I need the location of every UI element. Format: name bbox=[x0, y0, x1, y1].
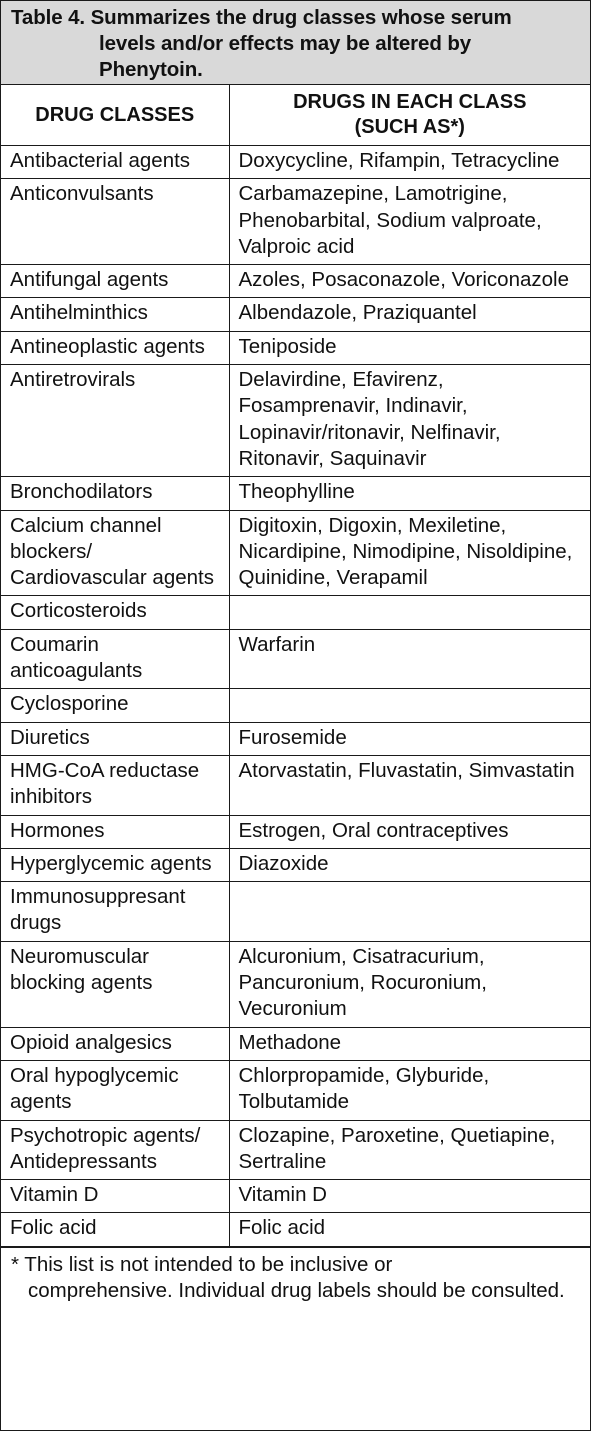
caption-line-1: Table 4. Summarizes the drug classes whose serum bbox=[11, 6, 512, 29]
table-row bbox=[1, 848, 590, 881]
drug-class-cell: Coumarin anticoagulants bbox=[1, 629, 229, 689]
table-row bbox=[1, 689, 590, 722]
drug-class-cell: Antifungal agents bbox=[1, 265, 229, 298]
drugs-cell: Albendazole, Praziquantel bbox=[229, 298, 590, 331]
header-drugs-line-1: DRUGS IN EACH CLASS bbox=[293, 91, 527, 113]
table-row bbox=[1, 1213, 590, 1246]
drugs-cell: Chlorpropamide, Glyburide, Tolbutamide bbox=[229, 1060, 590, 1120]
table-row bbox=[1, 298, 590, 331]
drugs-cell: Estrogen, Oral contraceptives bbox=[229, 815, 590, 848]
table-row bbox=[1, 510, 590, 596]
drug-class-cell: Hyperglycemic agents bbox=[1, 848, 229, 881]
table-row bbox=[1, 1060, 590, 1120]
drugs-cell: Azoles, Posaconazole, Voriconazole bbox=[229, 265, 590, 298]
drugs-cell: Methadone bbox=[229, 1027, 590, 1060]
drugs-cell: Vitamin D bbox=[229, 1180, 590, 1213]
drugs-cell: Folic acid bbox=[229, 1213, 590, 1246]
drug-class-cell: Corticosteroids bbox=[1, 596, 229, 629]
table-row bbox=[1, 629, 590, 689]
header-row bbox=[1, 85, 590, 146]
drugs-cell: Doxycycline, Rifampin, Tetracycline bbox=[229, 146, 590, 179]
table-footnote bbox=[1, 1247, 590, 1305]
footnote-line-1: * This list is not intended to be inclusive or bbox=[11, 1252, 393, 1276]
drugs-cell bbox=[229, 882, 590, 942]
drug-class-cell: Cyclosporine bbox=[1, 689, 229, 722]
drug-class-cell: Antihelminthics bbox=[1, 298, 229, 331]
table-row bbox=[1, 179, 590, 265]
drug-class-cell: Hormones bbox=[1, 815, 229, 848]
drugs-cell: Digitoxin, Digoxin, Mexiletine, Nicardipine, Nimodipine, Nisoldipine, Quinidine, Verapamil bbox=[229, 510, 590, 596]
table-row bbox=[1, 331, 590, 364]
drug-class-cell: Diuretics bbox=[1, 722, 229, 755]
table-body bbox=[1, 146, 590, 1247]
table-caption bbox=[1, 1, 590, 85]
table-row bbox=[1, 1180, 590, 1213]
table-row bbox=[1, 882, 590, 942]
table-row bbox=[1, 596, 590, 629]
drug-class-cell: Immunosuppresant drugs bbox=[1, 882, 229, 942]
drugs-cell: Delavirdine, Efavirenz, Fosamprenavir, Indinavir, Lopinavir/ritonavir, Nelfinavir, Ritonavir, Saquinavir bbox=[229, 365, 590, 477]
drug-class-cell: Bronchodilators bbox=[1, 477, 229, 510]
table-row bbox=[1, 146, 590, 179]
drug-class-cell: Antineoplastic agents bbox=[1, 331, 229, 364]
drug-class-cell: HMG-CoA reductase inhibitors bbox=[1, 755, 229, 815]
table-row bbox=[1, 1027, 590, 1060]
drugs-cell: Atorvastatin, Fluvastatin, Simvastatin bbox=[229, 755, 590, 815]
table-row bbox=[1, 941, 590, 1027]
drugs-cell: Clozapine, Paroxetine, Quetiapine, Sertraline bbox=[229, 1120, 590, 1180]
drugs-cell bbox=[229, 596, 590, 629]
drugs-cell: Carbamazepine, Lamotrigine, Phenobarbital, Sodium valproate, Valproic acid bbox=[229, 179, 590, 265]
drug-class-cell: Neuromuscular blocking agents bbox=[1, 941, 229, 1027]
drug-class-cell: Psychotropic agents/ Antidepressants bbox=[1, 1120, 229, 1180]
footnote-line-2: comprehensive. Individual drug labels should be consulted. bbox=[28, 1278, 565, 1302]
header-drug-classes: DRUG CLASSES bbox=[1, 85, 229, 146]
drugs-cell: Furosemide bbox=[229, 722, 590, 755]
header-drugs-in-class bbox=[229, 85, 590, 146]
table-row bbox=[1, 265, 590, 298]
drugs-cell: Alcuronium, Cisatracurium, Pancuronium, Rocuronium, Vecuronium bbox=[229, 941, 590, 1027]
drug-class-cell: Antibacterial agents bbox=[1, 146, 229, 179]
table-row bbox=[1, 815, 590, 848]
drugs-cell bbox=[229, 689, 590, 722]
table-row bbox=[1, 477, 590, 510]
table-row bbox=[1, 1120, 590, 1180]
table-row bbox=[1, 755, 590, 815]
caption-line-2: levels and/or effects may be altered by bbox=[99, 32, 472, 55]
drug-class-cell: Anticonvulsants bbox=[1, 179, 229, 265]
drug-class-cell: Calcium channel blockers/ Cardiovascular agents bbox=[1, 510, 229, 596]
drug-class-cell: Oral hypoglycemic agents bbox=[1, 1060, 229, 1120]
drugs-cell: Theophylline bbox=[229, 477, 590, 510]
drugs-cell: Warfarin bbox=[229, 629, 590, 689]
header-drugs-line-2: (SUCH AS*) bbox=[354, 116, 465, 138]
table-row bbox=[1, 722, 590, 755]
drug-class-cell: Opioid analgesics bbox=[1, 1027, 229, 1060]
caption-line-3: Phenytoin. bbox=[99, 58, 203, 81]
drug-class-cell: Vitamin D bbox=[1, 1180, 229, 1213]
drug-class-cell: Folic acid bbox=[1, 1213, 229, 1246]
drugs-cell: Teniposide bbox=[229, 331, 590, 364]
drugs-cell: Diazoxide bbox=[229, 848, 590, 881]
table-row bbox=[1, 365, 590, 477]
drug-classes-table bbox=[1, 85, 590, 1247]
drug-class-cell: Antiretrovirals bbox=[1, 365, 229, 477]
